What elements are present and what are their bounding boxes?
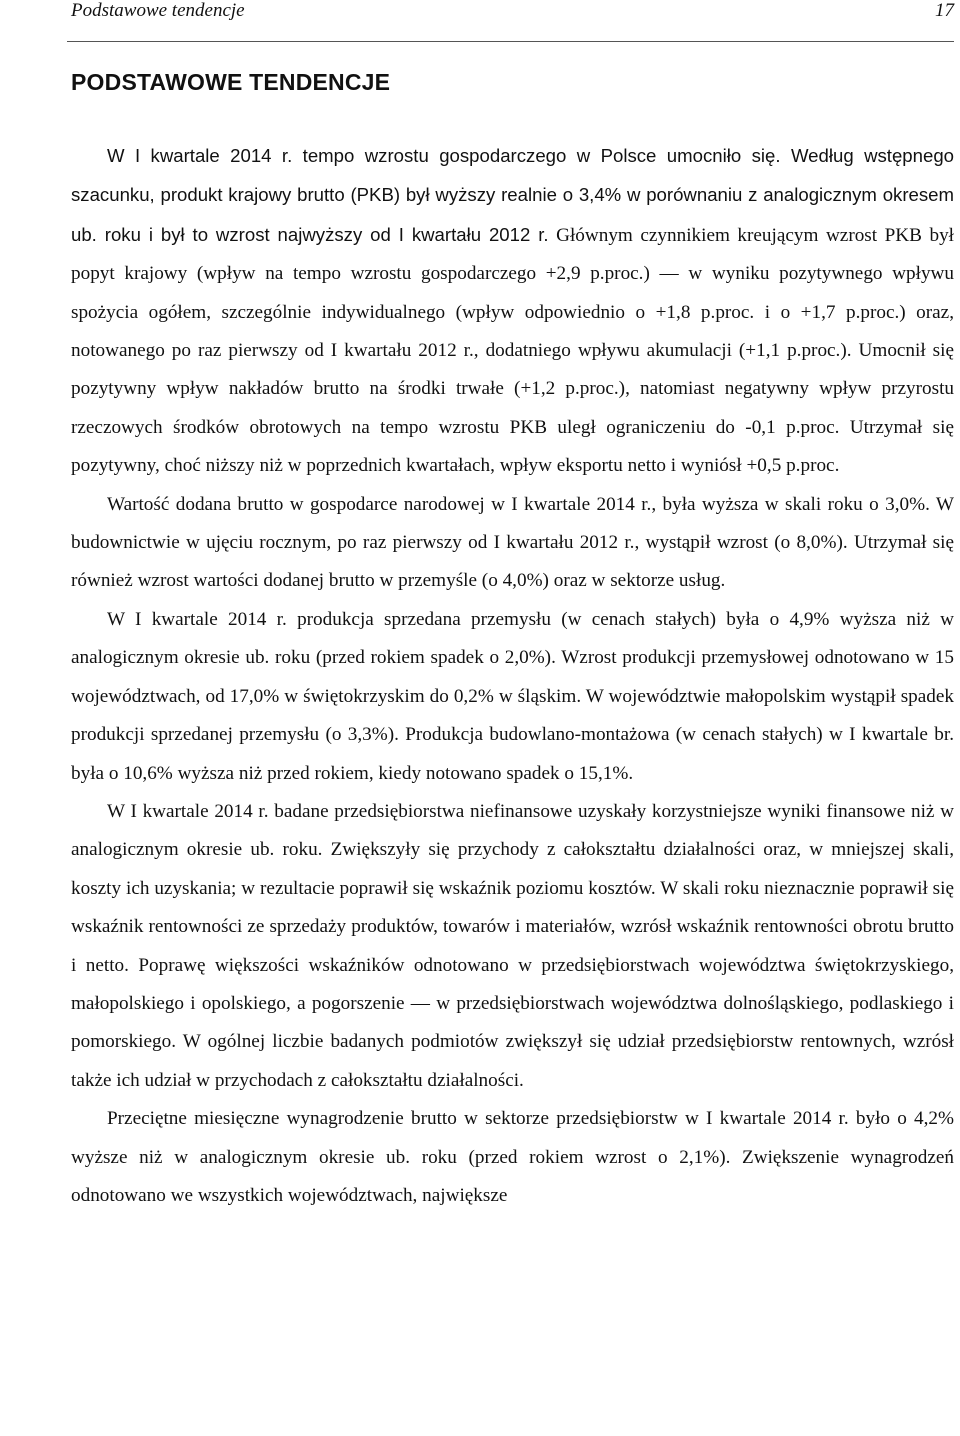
header-section-title: Podstawowe tendencje xyxy=(71,0,245,21)
paragraph-gdp-rest: Głównym czynnikiem kreującym wzrost PKB był popyt krajowy (wpływ na tempo wzrostu gospodarczego +2,9 p.proc.) — w wyniku pozytywnego wpływu spożycia ogółem, szczególnie indywidualnego (wpływ odpowiednio o +1,8 p.proc. i o +1,7 p.proc.) oraz, notowanego po raz pierwszy od I kwartału 2012 r., dodatniego wpływu akumulacji (+1,1 p.proc.). Umocnił się pozytywny wpływ nakładów brutto na środki trwałe (+1,2 p.proc.), natomiast negatywny wpływ przyrostu rzeczowych środków obrotowych na tempo wzrostu PKB uległ ograniczeniu do -0,1 p.proc. Utrzymał się pozytywny, choć niższy niż w poprzednich kwartałach, wpływ eksportu netto i wyniósł +0,5 p.proc. xyxy=(71,224,955,477)
paragraph-industry: W I kwartale 2014 r. produkcja sprzedana przemysłu (w cenach stałych) była o 4,9% wyższa niż w analogicznym okresie ub. roku (przed rokiem spadek o 2,0%). Wzrost produkcji przemysłowej odnotowano w 15 województwach, od 17,0% w świętokrzyskim do 0,2% w śląskim. W województwie małopolskim wystąpił spadek produkcji sprzedanej przemysłu (o 3,3%). Produkcja budowlano-montażowa (w cenach stałych) w I kwartale br. była o 10,6% wyższa niż przed rokiem, kiedy notowano spadek o 15,1%. xyxy=(71,608,954,784)
paragraph-enterprises: W I kwartale 2014 r. badane przedsiębiorstwa niefinansowe uzyskały korzystniejsze wyniki finansowe niż w analogicznym okresie ub. roku. Zwiększyły się przychody z całokształtu działalności oraz, w mniejszej skali, koszty ich uzyskania; w rezultacie poprawił się wskaźnik poziomu kosztów. W skali roku nieznacznie poprawił się wskaźnik rentowności ze sprzedaży produktów, towarów i materiałów, wzrósł wskaźnik rentowności obrotu brutto i netto. Poprawę większości wskaźników odnotowano w przedsiębiorstwach województwa świętokrzyskiego, małopolskiego i opolskiego, a pogorszenie — w przedsiębiorstwach województwa dolnośląskiego, podlaskiego i pomorskiego. W ogólnej liczbie badanych podmiotów zwiększył się udział przedsiębiorstw rentownych, wzrósł także ich udział w przychodach z całokształtu działalności. xyxy=(71,800,954,1091)
body-text xyxy=(71,137,954,1215)
running-header xyxy=(71,0,954,28)
page-number: 17 xyxy=(935,0,954,21)
paragraph-gdp xyxy=(71,137,954,486)
header-divider xyxy=(67,41,954,42)
paragraph-gdp-lead: W I kwartale 2014 r. tempo wzrostu gospodarczego w Polsce umocniło się. Według wstępnego szacunku, produkt krajowy brutto (PKB) był wyższy realnie o 3,4% w porównaniu z analogicznym okresem ub. roku i był to wzrost najwyższy od I kwartału 2012 r. xyxy=(71,145,954,245)
paragraph-value-added: Wartość dodana brutto w gospodarce narodowej w I kwartale 2014 r., była wyższa w skali roku o 3,0%. W budownictwie w ujęciu rocznym, po raz pierwszy od I kwartału 2012 r., wystąpił wzrost (o 8,0%). Utrzymał się również wzrost wartości dodanej brutto w przemyśle (o 4,0%) oraz w sektorze usług. xyxy=(71,493,954,592)
paragraph-wages: Przeciętne miesięczne wynagrodzenie brutto w sektorze przedsiębiorstw w I kwartale 2014 r. było o 4,2% wyższe niż w analogicznym okresie ub. roku (przed rokiem wzrost o 2,1%). Zwiększenie wynagrodzeń odnotowano we wszystkich województwach, największe xyxy=(71,1108,954,1206)
page-title: PODSTAWOWE TENDENCJE xyxy=(71,69,391,95)
